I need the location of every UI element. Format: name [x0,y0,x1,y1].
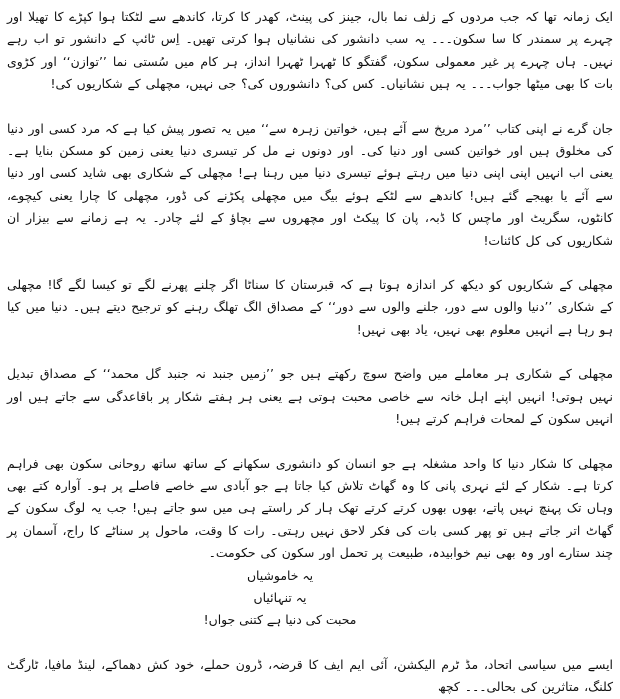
paragraph-graveyard: مچھلی کے شکاریوں کو دیکھ کر اندازہ ہوتا ہے کہ قبرستان کا سناٹا اگر چلنے پھرنے لگے تو کیسا لگے گا! مچھلی کے شکاری ’’دنیا والوں سے دور، جلنے والوں سے دور‘‘ کے مصداق الگ تھلگ رہنے کو ترجیح دیتے ہیں۔ دنیا میں کیا ہو رہا ہے انہیں معلوم بھی نہیں، یاد بھی نہیں! [7,277,613,337]
paragraph-spiritual-peace: مچھلی کا شکار دنیا کا واحد مشغلہ ہے جو انسان کو دانشوری سکھانے کے ساتھ ساتھ روحانی سکون بھی فراہم کرتا ہے۔ شکار کے لئے نہری پانی کا وہ گھاٹ تلاش کیا جاتا ہے جو آبادی سے خاصے فاصلے پر ہو۔ آوارہ کتے بھی وہاں تک پہنچ نہیں پاتے، بھوں بھوں کرتے کرتے تھک ہار کر راستے ہی میں سو جاتے ہیں! جب یہ لوگ سکون کے گھاٹ اتر جاتے ہیں تو پھر کسی بات کی فکر لاحق نہیں رہتی۔ رات کا وقت، ماحول پر سناٹے کا راج، آسمان پر چند ستارے اور وہ بھی نیم خوابیدہ، طبیعت پر تحمل اور سکون کی حکومت۔ [7,455,613,561]
verse-block [7,565,613,632]
verse-line-1: یہ خاموشیاں [246,567,314,583]
paragraph-closing: ایسے میں سیاسی اتحاد، مڈ ٹرم الیکشن، آئی ایم ایف کا قرضہ، ڈرون حملے، خود کش دھماکے، لینڈ مافیا، ٹارگٹ کلنگ، متاثرین کی بحالی۔۔۔ کچھ [7,656,613,695]
verse-line-2: یہ تنہائیاں [253,589,307,605]
paragraph-john-gray: جان گرے نے اپنی کتاب ’’مرد مریخ سے آئے ہیں، خواتین زہرہ سے‘‘ میں یہ تصور پیش کیا ہے کہ مرد کسی اور دنیا کی مخلوق ہیں اور خواتین کسی اور دنیا کی۔ اور دونوں نے مل کر تیسری دنیا یعنی زمین کو مسکن بنایا ہے۔ یعنی اب انہیں اپنی اپنی دنیا میں رہتے ہوئے تیسری دنیا میں رہنا ہے! مچھلی کے شکاری بھی شاید کسی اور دنیا سے آئے یا بھیجے گئے ہیں! کاندھے سے لٹکے ہوئے بیگ میں مچھلی پکڑنے کی ڈور، مچھلی کا چارا یعنی کیچوے، کانٹوں، سگریٹ اور ماچس کا ڈبہ، پان کا پیکٹ اور مچھروں سے بچاؤ کے لئے چادر۔ یہ ہے زمانے سے بیزار ان شکاریوں کی کل کائنات! [7,120,613,248]
paragraph-intro: ایک زمانہ تھا کہ جب مردوں کے زلف نما بال، جینز کی پینٹ، کھدر کا کرتا، کاندھے سے لٹکتا ہوا کپڑے کا تھیلا اور چہرے پر سمندر کا سا سکون۔۔۔ یہ سب دانشور کی نشانیاں ہوا کرتی تھیں۔ اِس ٹائپ کے دانشور تو اب رہے نہیں۔ ہاں چہرے پر غیر معمولی سکون، گفتگو کا ٹھہرا ٹھہرا انداز، ہر کام میں سُستی نما ’’توازن‘‘ اور کڑوی بات کا بھی میٹھا جواب۔۔۔ یہ ہیں نشانیاں۔ کس کی؟ دانشوروں کی؟ جی نہیں، مچھلی کے شکاریوں کی! [7,9,613,92]
verse-line-3: محبت کی دنیا ہے کتنی جواں! [203,612,357,628]
paragraph-clear-thinking: مچھلی کے شکاری ہر معاملے میں واضح سوچ رکھتے ہیں جو ’’زمیں جنبد نہ جنبد گل محمد‘‘ کے مصداق تبدیل نہیں ہوتی! انہیں اپنے اہل خانہ سے خاصی محبت ہوتی ہے یعنی ہر ہفتے شکار پر باقاعدگی سے جاتے ہیں اور انہیں سکون کے لمحات فراہم کرتے ہیں! [7,366,613,427]
